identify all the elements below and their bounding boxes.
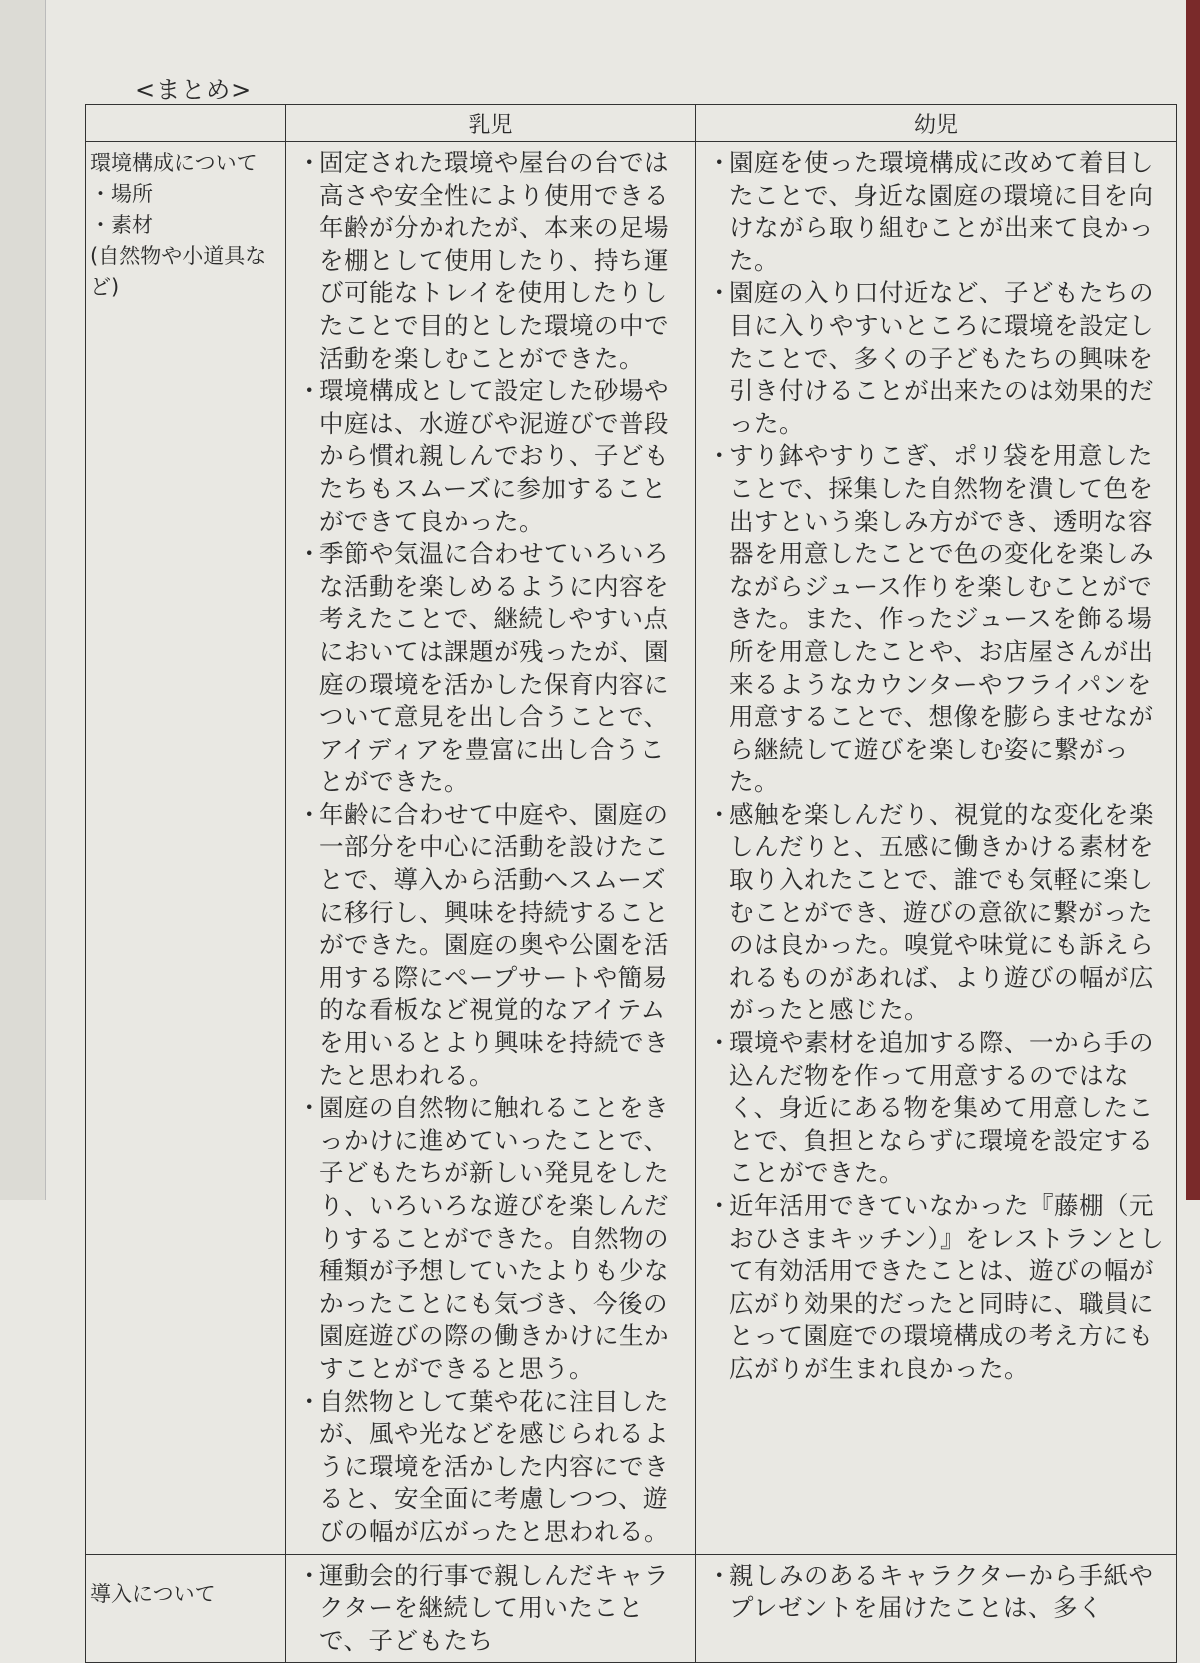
toddler-cell (696, 1554, 1177, 1663)
table-row (86, 142, 1177, 1555)
list-item: ・ 固定された環境や屋台の台では高さや安全性により使用できる年齢が分かれたが、本来の足場を棚として使用したり、持ち運び可能なトレイを使用したりしたことで目的とした環境の中で活動を楽しむことができた。 (297, 147, 688, 375)
list-item: ・ 自然物として葉や花に注目したが、風や光などを感じられるように環境を活かした内容にできると、安全面に考慮しつつ、遊びの幅が広がったと思われる。 (297, 1386, 688, 1549)
toddler-cell (696, 142, 1177, 1555)
list-item: ・ 近年活用できていなかった『藤棚（元おひさまキッチン）』をレストランとして有効活用できたことは、遊びの幅が広がり効果的だったと同時に、職員にとって園庭での環境構成の考え方にも広がりが生まれ良かった。 (707, 1190, 1169, 1386)
row-sublabel: ・場所 (90, 182, 153, 206)
row-label: 導入について (90, 1581, 216, 1606)
row-label-cell (86, 142, 286, 1555)
list-item: ・ 運動会的行事で親しんだキャラクターを継続して用いたことで、子どもたち (297, 1560, 688, 1658)
page-margin (0, 0, 46, 1200)
header-infant: 乳児 (286, 105, 696, 142)
summary-table (85, 104, 1177, 1663)
infant-cell (286, 142, 696, 1555)
list-item: ・ 環境構成として設定した砂場や中庭は、水遊びや泥遊びで普段から慣れ親しんでおり、子どもたちもスムーズに参加することができて良かった。 (297, 375, 688, 538)
row-label: 環境構成について (90, 151, 258, 175)
list-item: ・ 環境や素材を追加する際、一から手の込んだ物を作って用意するのではなく、身近にある物を集めて用意したことで、負担とならずに環境を設定することができた。 (707, 1027, 1169, 1190)
book-edge (1186, 0, 1200, 1200)
list-item: ・ 感触を楽しんだり、視覚的な変化を楽しんだりと、五感に働きかける素材を取り入れたことで、誰でも気軽に楽しむことができ、遊びの意欲に繋がったのは良かった。嗅覚や味覚にも訴えられるものがあれば、より遊びの幅が広がったと感じた。 (707, 799, 1169, 1027)
row-sublabel: (自然物や小道具など) (90, 244, 267, 299)
list-item: ・ すり鉢やすりこぎ、ポリ袋を用意したことで、採集した自然物を潰して色を出すという楽しみ方ができ、透明な容器を用意したことで色の変化を楽しみながらジュース作りを楽しむことができた。また、作ったジュースを飾る場所を用意したことや、お店屋さんが出来るようなカウンターやフライパンを用意することで、想像を膨らませながら継続して遊びを楽しむ姿に繋がった。 (707, 440, 1169, 799)
table-header-row (86, 105, 1177, 142)
list-item: ・ 親しみのあるキャラクターから手紙やプレゼントを届けたことは、多く (707, 1560, 1169, 1625)
list-item: ・ 園庭の自然物に触れることをきっかけに進めていったことで、子どもたちが新しい発見をしたり、いろいろな遊びを楽しんだりすることができた。自然物の種類が予想していたよりも少なかったことにも気づき、今後の園庭遊びの際の働きかけに生かすことができると思う。 (297, 1092, 688, 1385)
section-heading: <まとめ> (135, 76, 253, 104)
row-label-cell (86, 1554, 286, 1663)
row-sublabel: ・素材 (90, 213, 153, 237)
list-item: ・ 年齢に合わせて中庭や、園庭の一部分を中心に活動を設けたことで、導入から活動へスムーズに移行し、興味を持続することができた。園庭の奥や公園を活用する際にペープサートや簡易的な看板など視覚的なアイテムを用いるとより興味を持続できたと思われる。 (297, 799, 688, 1092)
list-item: ・ 園庭の入り口付近など、子どもたちの目に入りやすいところに環境を設定したことで、多くの子どもたちの興味を引き付けることが出来たのは効果的だった。 (707, 277, 1169, 440)
infant-cell (286, 1554, 696, 1663)
header-toddler: 幼児 (696, 105, 1177, 142)
list-item: ・ 季節や気温に合わせていろいろな活動を楽しめるように内容を考えたことで、継続しやすい点においては課題が残ったが、園庭の環境を活かした保育内容について意見を出し合うことで、アイディアを豊富に出し合うことができた。 (297, 538, 688, 799)
table-row (86, 1554, 1177, 1663)
header-blank (86, 105, 286, 142)
list-item: ・ 園庭を使った環境構成に改めて着目したことで、身近な園庭の環境に目を向けながら取り組むことが出来て良かった。 (707, 147, 1169, 277)
